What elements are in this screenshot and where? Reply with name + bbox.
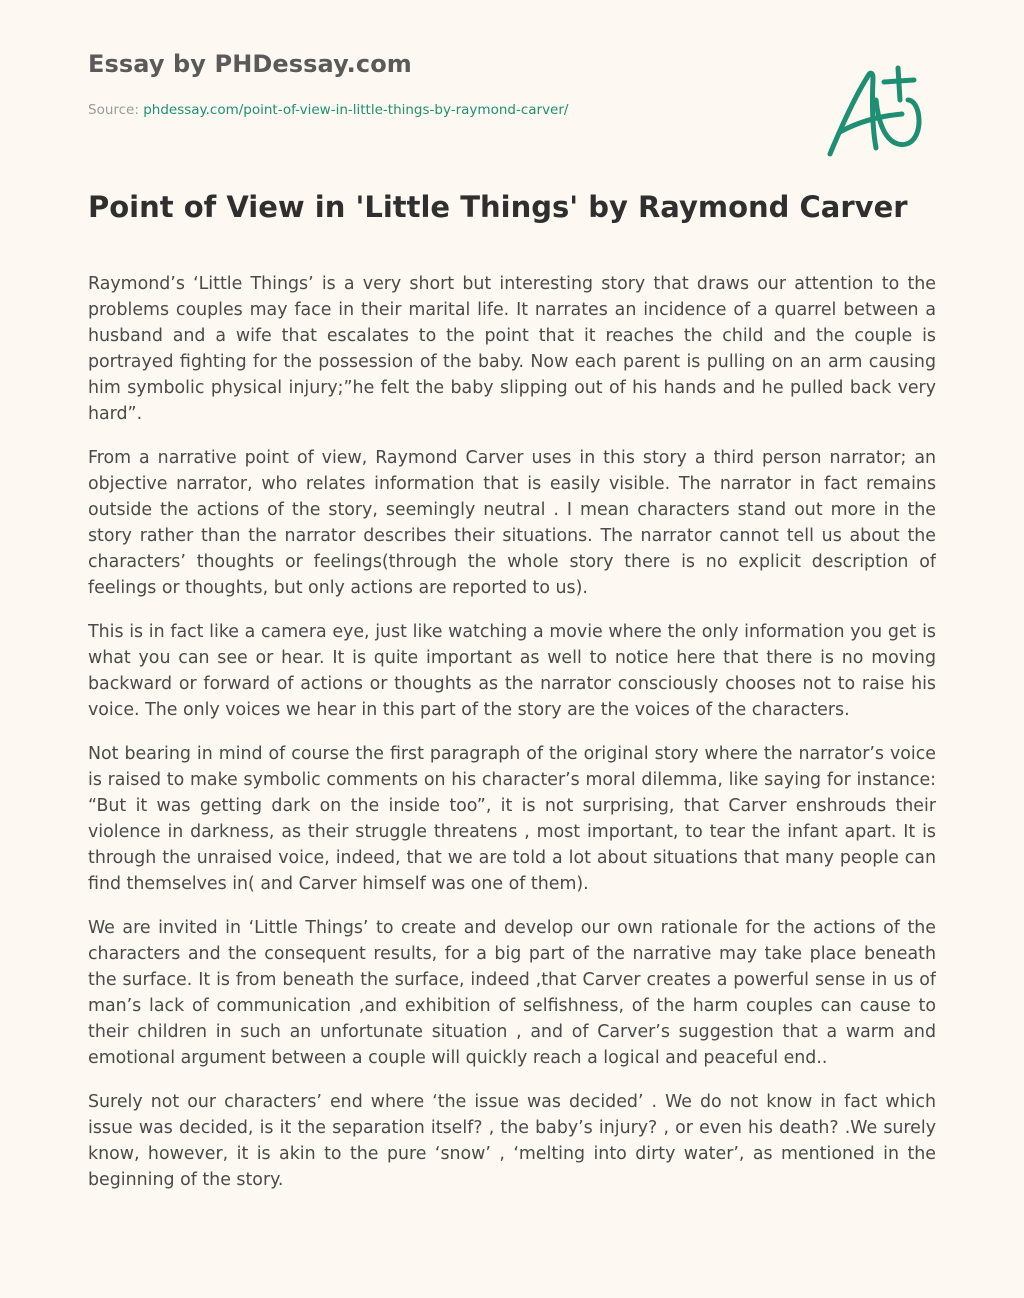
essay-paragraph: Raymond’s ‘Little Things’ is a very short but interesting story that draws our attention to the problems couples may face in their marital life. It narrates an incidence of a quarrel between a husband and a wife that escalates to the point that it reaches the child and the couple is portrayed fighting for the possession of the baby. Now each parent is pulling on an arm causing him symbolic physical injury;”he felt the baby slipping out of his hands and he pulled back very hard”. [88,274,936,424]
source-link[interactable]: phdessay.com/point-of-view-in-little-things-by-raymond-carver/ [143,102,569,118]
essay-paragraph: This is in fact like a camera eye, just like watching a movie where the only information you get is what you can see or hear. It is quite important as well to notice here that there is no moving backward or forward of actions or thoughts as the narrator consciously chooses not to raise his voice. The only voices we hear in this part of the story are the voices of the characters. [88,622,936,720]
source-line [88,102,568,118]
essay-body [88,271,936,1249]
essay-paragraph: Not bearing in mind of course the first paragraph of the original story where the narrator’s voice is raised to make symbolic comments on his character’s moral dilemma, like saying for instance: “But it was getting dark on the inside too”, it is not surprising, that Carver enshrouds their violence in darkness, as their struggle threatens , most important, to tear the infant apart. It is through the unraised voice, indeed, that we are told a lot about situations that many people can find themselves in( and Carver himself was one of them). [88,744,936,894]
site-title: Essay by PHDessay.com [88,50,412,78]
document-title: Point of View in 'Little Things' by Raymond Carver [88,190,908,224]
a-plus-logo-icon [820,60,930,164]
source-label: Source: [88,102,144,118]
essay-paragraph: We are invited in ‘Little Things’ to create and develop our own rationale for the actions of the characters and the consequent results, for a big part of the narrative may take place beneath the surface. It is from beneath the surface, indeed ,that Carver creates a powerful sense in us of man’s lack of communication ,and exhibition of selfishness, of the harm couples can cause to their children in such an unfortunate situation , and of Carver’s suggestion that a warm and emotional argument between a couple will quickly reach a logical and peaceful end.. [88,918,936,1068]
essay-paragraph: From a narrative point of view, Raymond Carver uses in this story a third person narrator; an objective narrator, who relates information that is easily visible. The narrator in fact remains outside the actions of the story, seemingly neutral . I mean characters stand out more in the story rather than the narrator describes their situations. The narrator cannot tell us about the characters’ thoughts or feelings(through the whole story there is no explicit description of feelings or thoughts, but only actions are reported to us). [88,448,936,598]
essay-paragraph: Surely not our characters’ end where ‘the issue was decided’ . We do not know in fact which issue was decided, is it the separation itself? , the baby’s injury? , or even his death? .We surely know, however, it is akin to the pure ‘snow’ , ‘melting into dirty water’, as mentioned in the beginning of the story. [88,1092,936,1190]
